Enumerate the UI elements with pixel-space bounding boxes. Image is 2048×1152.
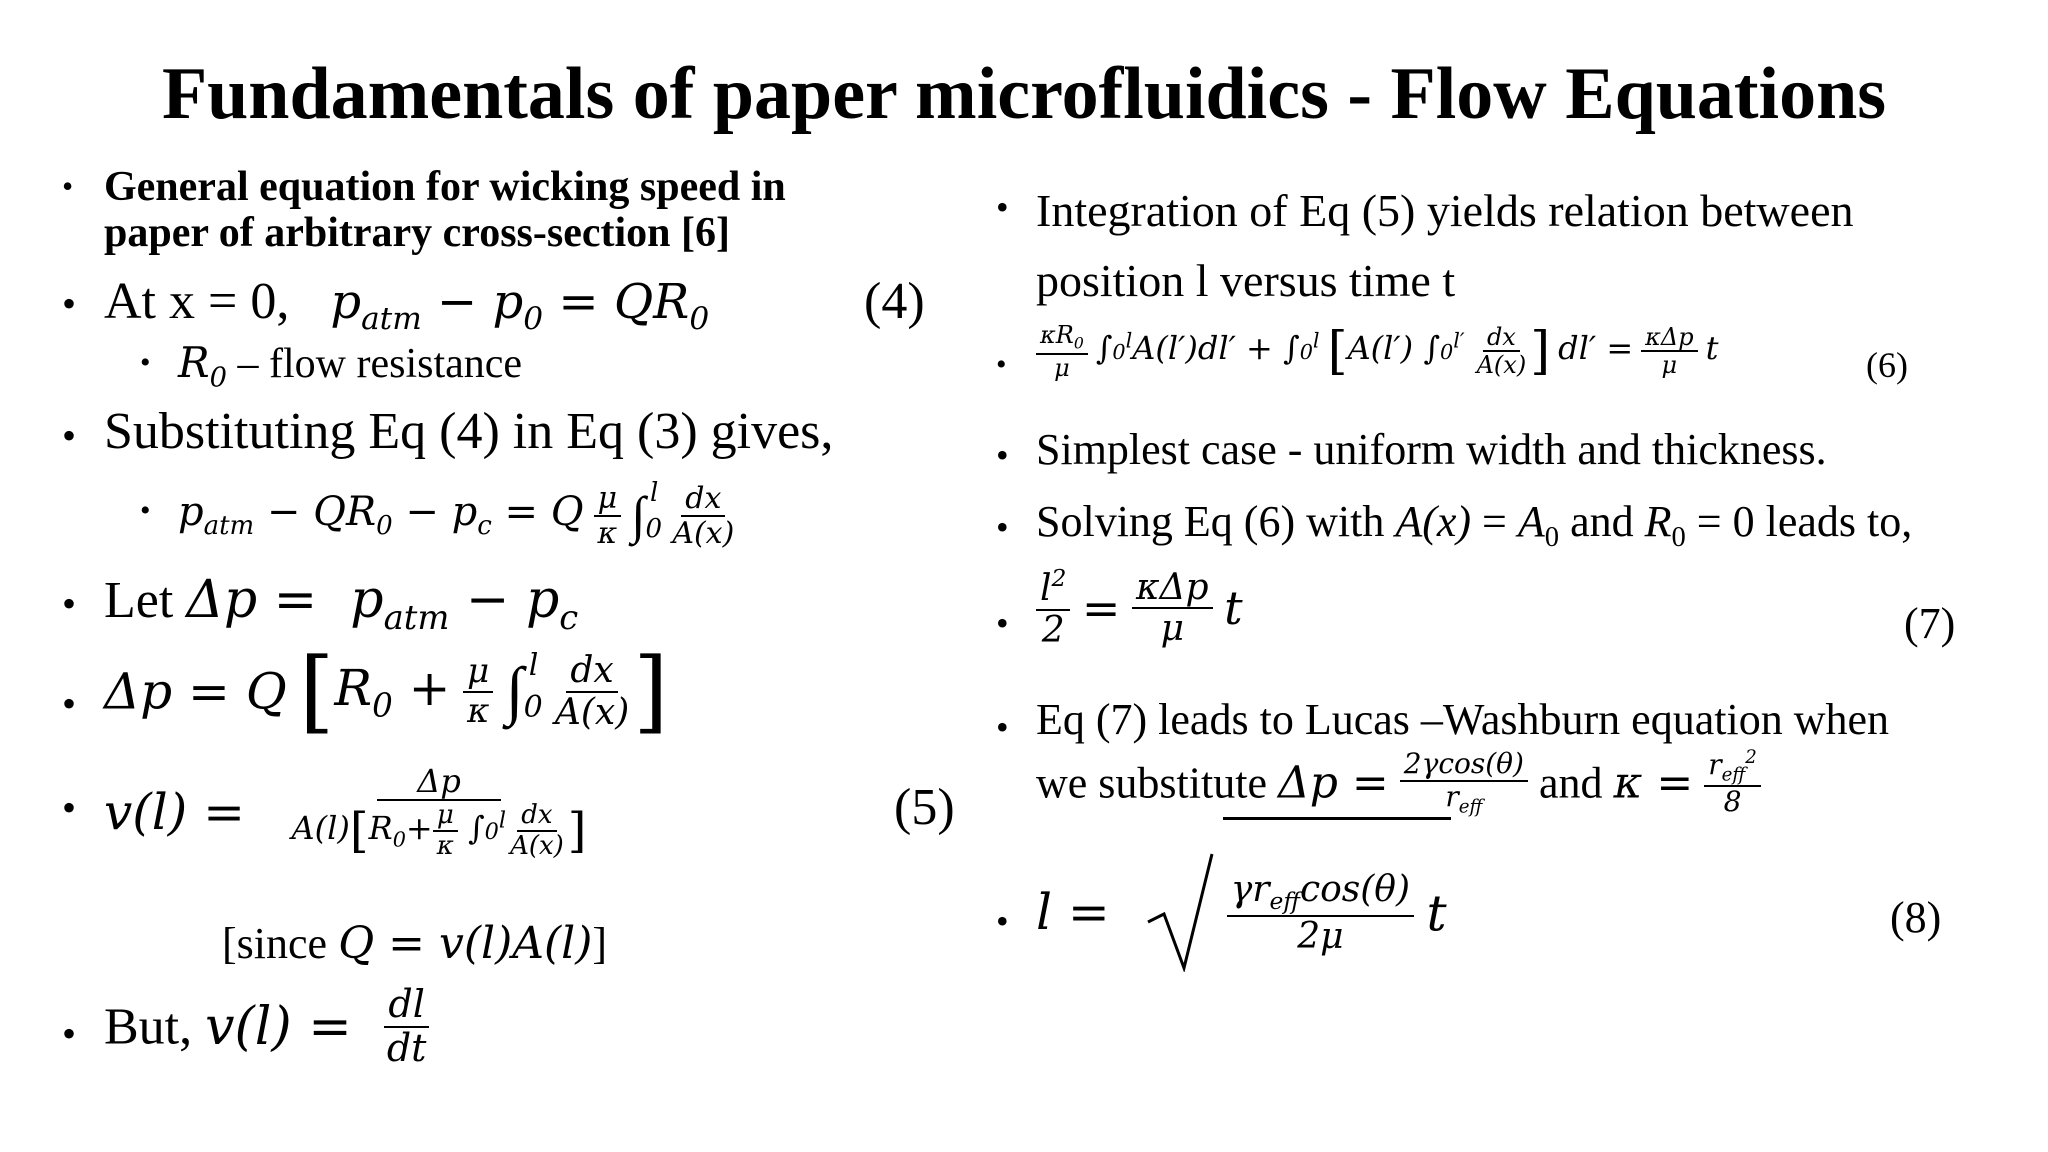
radical-sign-icon bbox=[1144, 852, 1214, 972]
equation-8: l = $\frac{\gamma r_{eff}\cos(\theta)}{2\mu}$ t bbox=[1036, 852, 1451, 972]
page-title: Fundamentals of paper microfluidics - Flow Equations bbox=[161, 53, 1887, 135]
general-equation-heading: General equation for wicking speed in paper of arbitrary cross-section [6] bbox=[104, 164, 786, 256]
delta-p-definition: Let $\Delta p = p_{atm} - p_c$ bbox=[104, 570, 579, 637]
equation-7: $\frac{l^2}{2}$ = $\frac{\text{κΔp}}{\mu}$ t bbox=[1036, 566, 1243, 650]
equation-number-7: (7) bbox=[1904, 599, 1956, 648]
bullet-icon: • bbox=[996, 435, 1009, 475]
bullet-icon: • bbox=[996, 603, 1009, 643]
bullet-icon: • bbox=[62, 681, 77, 726]
bullet-icon: • bbox=[62, 581, 77, 626]
substitution-text: we substitute Δp = $\frac{2\gamma\cos(\theta)}{r_{eff}}$ and κ = $\frac{r_{eff}^2}{8}$ bbox=[1036, 748, 1761, 818]
velocity-derivative: But, v(l) = $\frac{dl}{dt}$ bbox=[104, 984, 430, 1070]
bullet-icon: • bbox=[996, 507, 1009, 547]
bullet-icon: • bbox=[996, 348, 1007, 381]
lucas-washburn-text: Eq (7) leads to Lucas –Washburn equation when bbox=[1036, 695, 1889, 744]
equation-number-5: (5) bbox=[894, 779, 955, 836]
velocity-equation: v(l) = Δp $A(l)[R_0+$ $\frac{\mu}{\kappa}$ ∫0$^l$ $\frac{dx}{A(x)}$ ] bbox=[104, 762, 587, 861]
bullet-icon: • bbox=[996, 187, 1009, 227]
bullet-icon: • bbox=[62, 281, 77, 326]
bullet-icon: • bbox=[62, 785, 77, 830]
equation-6: $\frac{\kappa R_0}{\mu}$ $\int 0^lA(l')dl' + \int 0^l$ [A(l′) $\int 0^{l'}$ $\frac{dx}{A(x)}$ ] dl′ = $\frac{\text{κΔp}}{\mu}$ t bbox=[1036, 322, 1718, 381]
square-root: $\frac{\gamma r_{eff}\cos(\theta)}{2\mu}$ t bbox=[1144, 852, 1450, 972]
equation-4: $p_{atm} - p_0 = QR_0$ bbox=[330, 274, 710, 337]
since-note: [since Q = v(l)A(l)] bbox=[222, 918, 608, 969]
substitution-line: Substituting Eq (4) in Eq (3) gives, bbox=[104, 403, 834, 460]
boundary-condition-line: At x = 0, $p_{atm} - p_0 = QR_0$ bbox=[104, 273, 710, 337]
bullet-icon: • bbox=[62, 168, 74, 204]
equation-number-4: (4) bbox=[864, 273, 925, 330]
bullet-icon: • bbox=[62, 413, 77, 458]
flow-resistance-note: $R_0$ – flow resistance bbox=[178, 338, 523, 394]
delta-p-equation: Δp = Q [$R_0$ + $\frac{\mu}{\kappa}$ $\int_0^l$ $\frac{dx}{A(x)}$ ] bbox=[104, 638, 669, 744]
bullet-icon: • bbox=[996, 707, 1009, 747]
bullet-icon: • bbox=[140, 494, 151, 527]
simplest-case-text: Simplest case - uniform width and thickness. bbox=[1036, 425, 1827, 474]
bullet-icon: • bbox=[140, 346, 151, 379]
bullet-icon: • bbox=[62, 1011, 77, 1056]
equation-number-8: (8) bbox=[1890, 893, 1942, 942]
integration-text: Integration of Eq (5) yields relation between position l versus time t bbox=[1036, 185, 1854, 306]
equation-number-6: (6) bbox=[1866, 345, 1908, 385]
solving-text: Solving Eq (6) with $A(x) = A_0$ and $R_0 = 0$ leads to, bbox=[1036, 497, 1913, 553]
pressure-balance-equation: $p_{atm} - QR_0 - p_c = Q$ $\frac{\mu}{\kappa}$ $\int_0^l$ $\frac{dx}{A(x)}$ bbox=[178, 478, 735, 551]
bullet-icon: • bbox=[996, 901, 1009, 941]
